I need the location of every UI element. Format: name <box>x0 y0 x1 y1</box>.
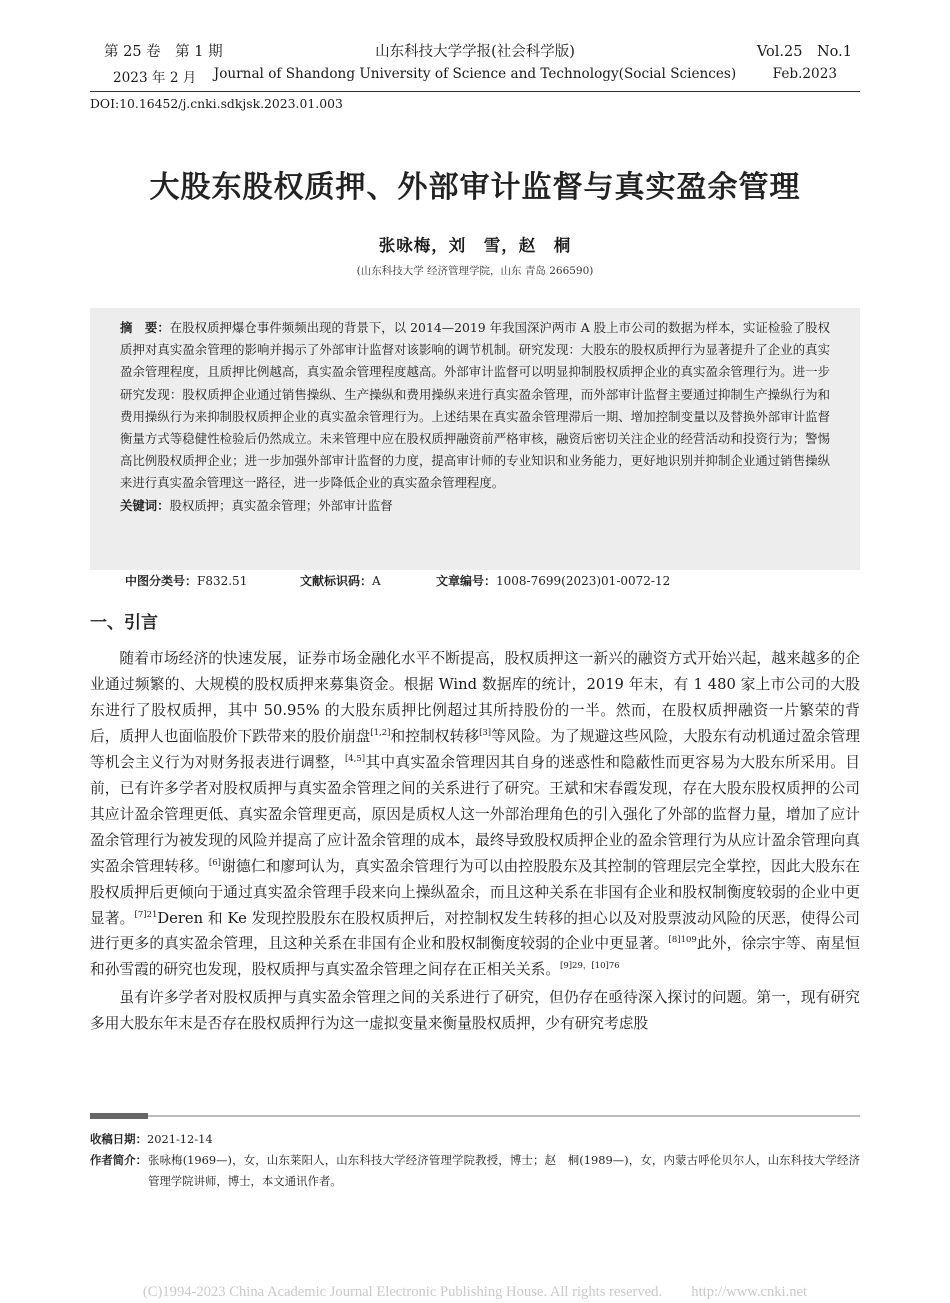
text-run: 等风险。为了规避这些风险，大股东有动机通过盈余管理等机会主义行为对财务报表进行调整， <box>90 727 860 771</box>
citation[interactable]: [6] <box>208 857 221 868</box>
authors: 张咏梅，刘 雪，赵 桐 <box>378 236 572 255</box>
keywords-text: 股权质押；真实盈余管理；外部审计监督 <box>169 497 393 513</box>
clc-number <box>125 572 247 589</box>
text-run: 谢德仁和廖珂认为，真实盈余管理行为可以由控股股东及其控制的管理层完全掌控，因此大股东在股权质押后更倾向于通过真实盈余管理手段来向上操纵盈余，而且这种关系在非国有企业和股权制衡度较弱的企业中更显著。 <box>90 857 860 927</box>
author-bio <box>90 1150 860 1192</box>
keywords <box>120 495 830 517</box>
doc-code <box>300 572 381 589</box>
abstract-box <box>90 308 860 570</box>
citation[interactable]: [7]21 <box>134 909 158 920</box>
doc-code-label: 文献标识码： <box>300 574 373 588</box>
text-run: 和控制权转移 <box>390 727 480 745</box>
author-bio-label: 作者简介： <box>90 1153 147 1167</box>
body-text <box>90 646 860 1037</box>
text-run: 其中真实盈余管理因其自身的迷惑性和隐蔽性而更容易为大股东所采用。目前，已有许多学者对股权质押与真实盈余管理之间的关系进行了研究。王斌和宋春霞发现，存在大股东股权质押的公司其应计盈余管理更低、真实盈余管理更高，原因是质权人这一外部治理角色的引入强化了外部的监督力量，增加了应计盈余管理行为被发现的风险并提高了应计盈余管理的成本，最终导致股权质押企业的盈余管理行为从应计盈余管理向真实盈余管理转移。 <box>90 753 860 875</box>
affiliation: (山东科技大学 经济管理学院，山东 青岛 266590) <box>356 265 594 277</box>
journal-title-cn: 山东科技大学学报(社会科学版) <box>375 44 575 60</box>
text-run: 随着市场经济的快速发展，证券市场金融化水平不断提高，股权质押这一新兴的融资方式开始兴起，越来越多的企业通过频繁的、大规模的股权质押来募集资金。根据 Wind 数据库的统计，2019 年末，有 1 480 家上市公司的大股东进行了股权质押，其中 50.95% 的大股东质押比例超过其所持股份的一半。然而，在股权质押融资一片繁荣的背后，质押人也面临股价下跌带来的股价崩盘 <box>90 650 860 745</box>
paragraph <box>90 646 860 983</box>
abstract-label: 摘 要： <box>120 320 170 335</box>
doi[interactable]: DOI:10.16452/j.cnki.sdkjsk.2023.01.003 <box>90 96 343 111</box>
abstract <box>120 317 830 495</box>
citation[interactable]: [3] <box>479 727 492 738</box>
section-heading: 一、引言 <box>90 613 158 633</box>
text-run: 此外，徐宗宇等、南星恒和孙雪霞的研究也发现，股权质押与真实盈余管理之间存在正相关关系。 <box>90 935 860 979</box>
abstract-text: 在股权质押爆仓事件频频出现的背景下，以 2014—2019 年我国深沪两市 A 股上市公司的数据为样本，实证检验了股权质押对真实盈余管理的影响并揭示了外部审计监督对该影响的调节机制。研究发现：大股东的股权质押行为显著提升了企业的真实盈余管理程度，且质押比例越高，真实盈余管理程度越高。外部审计监督可以明显抑制股权质押企业的真实盈余管理行为。进一步研究发现：股权质押企业通过销售操纵、生产操纵和费用操纵来进行真实盈余管理，而外部审计监督主要通过抑制生产操纵行为和费用操纵行为来抑制股权质押企业的真实盈余管理行为。上述结果在真实盈余管理滞后一期、增加控制变量以及替换外部审计监督衡量方式等稳健性检验后仍然成立。未来管理中应在股权质押融资前严格审核，融资后密切关注企业的经营活动和投资行为；警惕高比例股权质押企业；进一步加强外部审计监督的力度，提高审计师的专业知识和业务能力，更好地识别并抑制企业通过销售操纵来进行真实盈余管理这一路径，进一步降低企业的真实盈余管理程度。 <box>120 320 830 491</box>
article-number <box>436 572 670 589</box>
received-date <box>90 1129 213 1150</box>
article-title: 大股东股权质押、外部审计监督与真实盈余管理 <box>149 170 801 205</box>
author-bio-text: 张咏梅(1969—)，女，山东莱阳人，山东科技大学经济管理学院教授，博士；赵 桐(1989—)，女，内蒙古呼伦贝尔人，山东科技大学经济管理学院讲师，博士，本文通讯作者。 <box>148 1153 860 1188</box>
citation[interactable]: [9]29，[10]76 <box>560 961 620 972</box>
volume-issue-en: Vol.25 No.1 <box>756 44 852 60</box>
volume-issue-cn: 第 25 卷 第 1 期 <box>104 44 223 60</box>
date-cn: 2023 年 2 月 <box>113 70 197 86</box>
footnote-rule-dark <box>90 1113 148 1119</box>
clc-value: F832.51 <box>197 574 248 588</box>
received-value: 2021-12-14 <box>146 1132 213 1146</box>
date-en: Feb.2023 <box>772 66 837 82</box>
keywords-label: 关键词： <box>120 497 170 513</box>
header-rule <box>90 91 860 92</box>
citation[interactable]: [4,5] <box>344 753 366 764</box>
citation[interactable]: [8]109 <box>668 935 697 946</box>
text-run: Deren 和 Ke 发现控股股东在股权质押后，对控制权发生转移的担心以及对股票波动风险的厌恶，使得公司进行更多的真实盈余管理，且这种关系在非国有企业和股权制衡度较弱的企业中更显著。 <box>90 909 860 953</box>
article-number-value: 1008-7699(2023)01-0072-12 <box>496 574 671 588</box>
doc-code-value: A <box>372 574 381 588</box>
footnote-rule-light <box>148 1115 860 1117</box>
copyright-footer: (C)1994-2023 China Academic Journal Electronic Publishing House. All rights reserved. http://www.cnki.net <box>142 1284 808 1300</box>
journal-title-en: Journal of Shandong University of Science and Technology(Social Sciences) <box>213 66 737 82</box>
article-number-label: 文章编号： <box>436 574 497 588</box>
paragraph: 虽有许多学者对股权质押与真实盈余管理之间的关系进行了研究，但仍存在亟待深入探讨的问题。第一，现有研究多用大股东年末是否存在股权质押行为这一虚拟变量来衡量股权质押，少有研究考虑股 <box>90 989 860 1033</box>
clc-label: 中图分类号： <box>125 574 198 588</box>
received-label: 收稿日期： <box>90 1132 147 1146</box>
citation[interactable]: [1,2] <box>370 727 391 738</box>
